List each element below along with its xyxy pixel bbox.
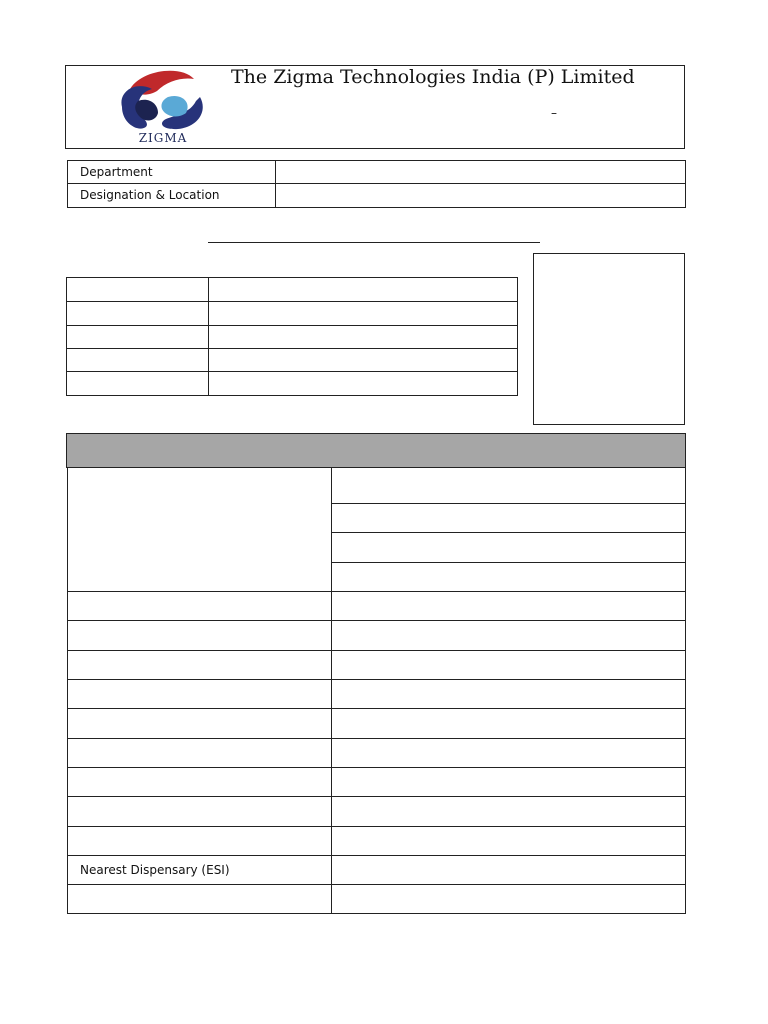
designation-location-label: Designation & Location bbox=[67, 183, 276, 208]
details-label bbox=[67, 620, 332, 651]
personal-value-field[interactable] bbox=[208, 301, 518, 326]
details-label bbox=[67, 767, 332, 797]
logo-lightblue-leaf bbox=[161, 96, 187, 117]
personal-label bbox=[66, 277, 209, 302]
personal-value-field[interactable] bbox=[208, 277, 518, 302]
personal-value-field[interactable] bbox=[208, 371, 518, 396]
details-value-field[interactable] bbox=[331, 679, 686, 709]
personal-label bbox=[66, 371, 209, 396]
header-dash: – bbox=[551, 106, 557, 120]
details-value-field[interactable] bbox=[331, 796, 686, 827]
details-value-field[interactable] bbox=[331, 884, 686, 914]
details-label bbox=[67, 679, 332, 709]
details-label bbox=[67, 796, 332, 827]
details-value-field[interactable] bbox=[331, 532, 686, 563]
details-value-field[interactable] bbox=[331, 738, 686, 768]
nearest-dispensary-label: Nearest Dispensary (ESI) bbox=[67, 855, 332, 885]
details-value-field[interactable] bbox=[331, 826, 686, 856]
form-title-underline bbox=[208, 242, 540, 243]
designation-location-value-field[interactable] bbox=[275, 183, 686, 208]
details-label bbox=[67, 591, 332, 621]
personal-label bbox=[66, 301, 209, 326]
details-value-field[interactable] bbox=[331, 767, 686, 797]
personal-value-field[interactable] bbox=[208, 325, 518, 349]
details-label bbox=[67, 884, 332, 914]
personal-label bbox=[66, 325, 209, 349]
details-label bbox=[67, 738, 332, 768]
details-label bbox=[67, 467, 332, 592]
details-value-field[interactable] bbox=[331, 620, 686, 651]
photo-box[interactable] bbox=[533, 253, 685, 425]
details-value-field[interactable] bbox=[331, 650, 686, 680]
details-label bbox=[67, 826, 332, 856]
section-header-bar bbox=[66, 433, 686, 468]
details-label bbox=[67, 650, 332, 680]
details-value-field[interactable] bbox=[331, 708, 686, 739]
details-value-field[interactable] bbox=[331, 467, 686, 504]
personal-label bbox=[66, 348, 209, 372]
details-value-field[interactable] bbox=[331, 562, 686, 592]
company-name: The Zigma Technologies India (P) Limited bbox=[231, 66, 635, 88]
details-label bbox=[67, 708, 332, 739]
department-label: Department bbox=[67, 160, 276, 184]
logo-wordmark: ZIGMA bbox=[138, 131, 188, 145]
personal-value-field[interactable] bbox=[208, 348, 518, 372]
details-value-field[interactable] bbox=[331, 503, 686, 533]
nearest-dispensary-value-field[interactable] bbox=[331, 855, 686, 885]
department-value-field[interactable] bbox=[275, 160, 686, 184]
details-value-field[interactable] bbox=[331, 591, 686, 621]
